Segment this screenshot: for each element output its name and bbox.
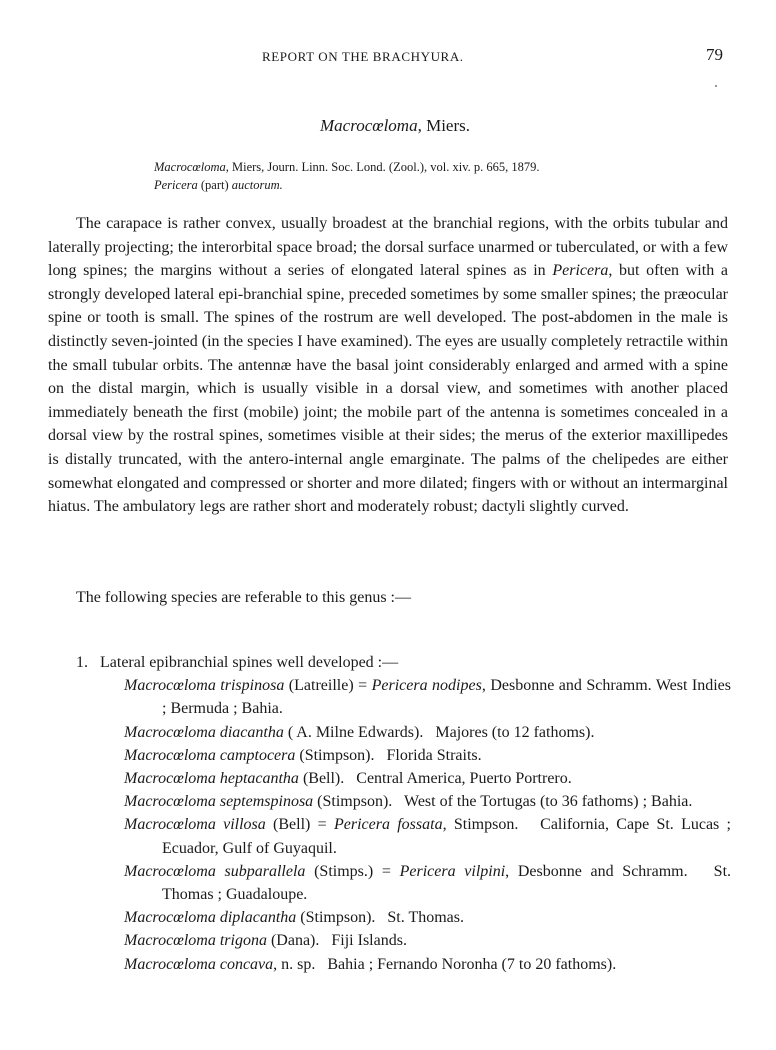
- species-locality: West of the Tortugas (to 36 fathoms) ; Bahia.: [392, 793, 693, 811]
- species-name: Macrocœloma villosa: [124, 816, 266, 834]
- species-author: (Stimps.) =: [305, 862, 400, 880]
- species-name: Macrocœloma camptocera: [124, 746, 296, 764]
- key-heading: [76, 651, 731, 674]
- species-name: Macrocœloma diacantha: [124, 723, 284, 741]
- following-line: The following species are referable to this genus :—: [76, 589, 411, 606]
- species-name: Macrocœloma subparallela: [124, 862, 306, 880]
- species-author: (Bell) =: [265, 816, 334, 834]
- key-heading-text: Lateral epibranchial spines well developed :—: [100, 654, 399, 671]
- description-text: The carapace is rather convex, usually broadest at the branchial regions, with the orbits tubular and laterally projecting; the interorbital space broad; the dorsal surface unarmed or tuberculated, or with a few long spines; the margins without a series of elongated lateral spines as in: [48, 215, 728, 280]
- species-entry: [124, 674, 736, 720]
- species-entry: [124, 813, 736, 859]
- species-entry: [124, 906, 731, 929]
- genus-heading: [0, 116, 776, 136]
- species-entry: [124, 790, 731, 813]
- species-name: Macrocœloma trispinosa: [124, 677, 285, 695]
- species-author: (Bell).: [298, 770, 345, 788]
- species-entry: [124, 744, 731, 767]
- species-entry: [124, 860, 735, 906]
- genus-authority: , Miers.: [417, 116, 470, 135]
- species-synonym: Pericera nodipes: [371, 677, 482, 695]
- species-name: Macrocœloma concava: [124, 955, 274, 973]
- species-key: [76, 651, 736, 976]
- species-synonym: Pericera fossata: [333, 816, 443, 834]
- species-entry: [124, 721, 731, 744]
- synonym-genus: Macrocœloma: [154, 160, 226, 174]
- running-title: REPORT ON THE BRACHYURA.: [262, 49, 464, 64]
- species-locality: , Desbonne and Schramm. St. Thomas ; Guadaloupe.: [162, 862, 735, 904]
- species-author: (Stimpson).: [296, 909, 376, 927]
- synonym-genus: Pericera: [154, 178, 198, 192]
- species-synonym: Pericera vilpini: [399, 862, 506, 880]
- page-number: 79: [706, 45, 723, 64]
- print-speck: [715, 85, 717, 87]
- species-author: (Latreille) =: [284, 677, 372, 695]
- species-name: Macrocœloma septemspinosa: [124, 793, 314, 811]
- synonym-note: (part): [197, 178, 232, 192]
- species-entry: [124, 767, 731, 790]
- species-author: ( A. Milne Edwards).: [283, 723, 424, 741]
- species-locality: Central America, Puerto Portrero.: [344, 770, 572, 788]
- synonym-auctorum: auctorum.: [231, 178, 283, 192]
- synonymy-line: [154, 176, 540, 194]
- species-locality: Fiji Islands.: [319, 932, 407, 950]
- synonymy-block: [154, 158, 540, 194]
- species-locality: Majores (to 12 fathoms).: [423, 723, 595, 741]
- species-author: (Stimpson).: [295, 746, 375, 764]
- species-name: Macrocœloma trigona: [124, 932, 267, 950]
- description-italic: Pericera: [552, 262, 609, 280]
- key-number: 1.: [76, 654, 88, 671]
- synonym-citation: , Miers, Journ. Linn. Soc. Lond. (Zool.), vol. xiv. p. 665, 1879.: [225, 160, 540, 174]
- species-locality: , Stimpson. California, Cape St. Lucas ; Ecuador, Gulf of Guyaquil.: [162, 816, 736, 857]
- description-text: , but often with a strongly developed lateral epi-branchial spine, preceded sometimes by some smaller spines; the præocular spine or tooth is small. The spines of the rostrum are well developed. The post-abdomen in the male is distinctly seven-jointed (in the species I have examined). The eyes are usually completely retractile within the small tubular orbits. The antennæ have the basal joint considerably enlarged and armed with a spine on the distal margin, which is usually visible in a dorsal view, and sometimes with another placed immediately beneath the first (mobile) joint; the mobile part of the antenna is sometimes concealed in a dorsal view by the rostral spines, sometimes visible at their sides; the merus of the exterior maxillipedes is distally truncated, with the antero-internal angle emarginate. The palms of the chelipedes are either somewhat elongated and compressed or shorter and more dilated; fingers with or without an intermarginal hiatus. The ambulatory legs are rather short and moderately robust; dactyli slightly curved.: [48, 262, 728, 516]
- genus-name: Macrocœloma: [320, 116, 418, 135]
- running-header: [0, 45, 776, 69]
- species-name: Macrocœloma heptacantha: [124, 770, 299, 788]
- species-entry: [124, 929, 731, 952]
- synonymy-line: [154, 158, 540, 176]
- species-locality: St. Thomas.: [375, 909, 465, 927]
- species-author: (Dana).: [266, 932, 320, 950]
- species-locality: Florida Straits.: [374, 746, 482, 764]
- species-author: , n. sp.: [273, 955, 316, 973]
- species-entry: [124, 953, 731, 976]
- species-locality: , Desbonne and Schramm. West Indies ; Bermuda ; Bahia.: [162, 677, 736, 718]
- species-locality: Bahia ; Fernando Noronha (7 to 20 fathoms).: [315, 955, 617, 973]
- species-name: Macrocœloma diplacantha: [124, 909, 297, 927]
- species-author: (Stimpson).: [313, 793, 393, 811]
- genus-description: [48, 212, 728, 519]
